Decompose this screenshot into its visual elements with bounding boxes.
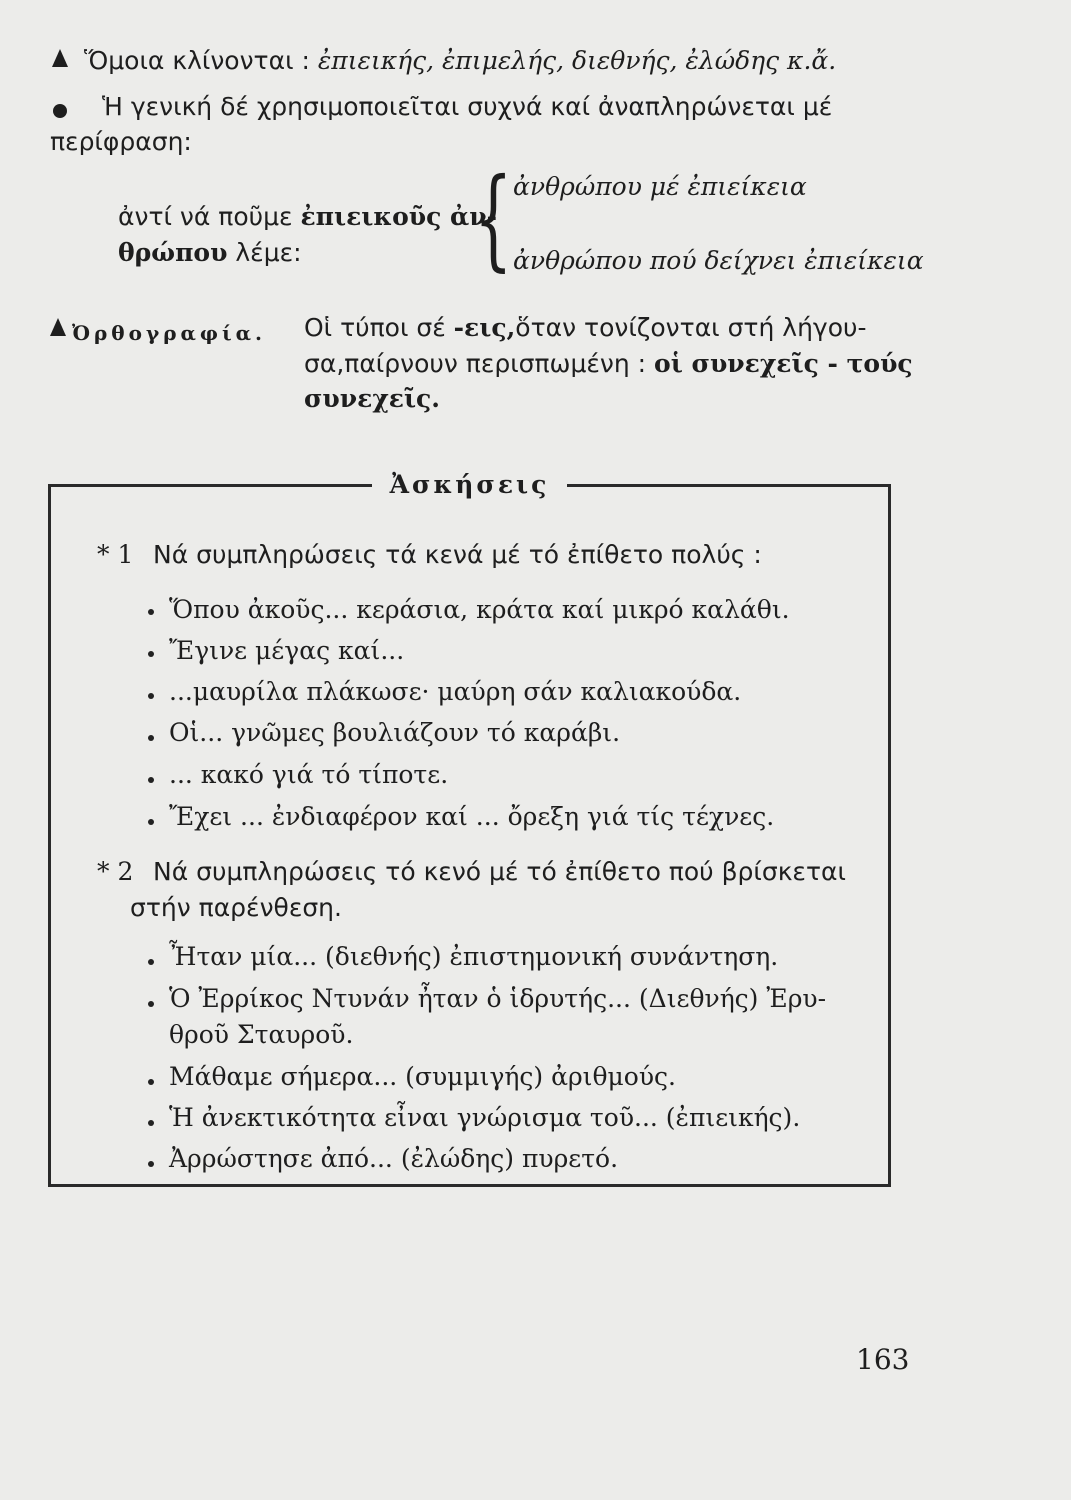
bullet-icon bbox=[148, 609, 154, 615]
orthography-text-2: σα,παίρνουν περισπωμένη : bbox=[304, 349, 655, 378]
instead-line-1 bbox=[118, 202, 497, 232]
similar-prefix: Ὅμοια κλίνονται : bbox=[84, 46, 318, 75]
bullet-icon bbox=[148, 1079, 154, 1085]
exercise-2-item: Ὁ Ἐρρίκος Ντυνάν ἦταν ὁ ἱδρυτής... (Διεθνής) Ἐρυ- bbox=[169, 984, 827, 1013]
orthography-line-1 bbox=[304, 313, 867, 343]
exercise-2-marker: * 2 bbox=[97, 857, 134, 886]
genitive-line-2: περίφραση: bbox=[50, 127, 192, 156]
exercise-2-item-continued: θροῦ Σταυροῦ. bbox=[169, 1020, 354, 1049]
orthography-ending: -εις, bbox=[453, 313, 516, 342]
exercise-1-item: Οἱ... γνῶμες βουλιάζουν τό καράβι. bbox=[169, 718, 621, 747]
bullet-dot-icon bbox=[53, 104, 67, 118]
triangle-marker-icon bbox=[52, 49, 68, 67]
triangle-marker-icon bbox=[50, 318, 66, 336]
similar-words: ἐπιεικής, ἐπιμελής, διεθνής, ἐλώδης κ.ἄ. bbox=[317, 46, 837, 75]
anthropou-bold: θρώπου bbox=[118, 238, 228, 267]
bullet-icon bbox=[148, 651, 154, 657]
exercise-1-item: Ἔγινε μέγας καί... bbox=[169, 636, 405, 665]
genitive-line-1: Ἡ γενική δέ χρησιμοποιεῖται συχνά καί ἀναπληρώνεται μέ bbox=[102, 92, 833, 121]
exercise-1-item: Ἔχει ... ἐνδιαφέρον καί ... ὄρεξη γιά τίς τέχνες. bbox=[169, 802, 775, 831]
instead-line-2 bbox=[118, 238, 302, 268]
exercise-2-item: Ἀρρώστησε ἀπό... (ἐλώδης) πυρετό. bbox=[169, 1144, 619, 1173]
periphrasis-option-2: ἀνθρώπου πού δείχνει ἐπιείκεια bbox=[513, 246, 924, 275]
exercise-1-item: ... κακό γιά τό τίποτε. bbox=[169, 760, 449, 789]
exercise-2-instruction-2: στήν παρένθεση. bbox=[130, 893, 342, 922]
page-number: 163 bbox=[856, 1343, 910, 1376]
orthography-text: Οἱ τύποι σέ bbox=[304, 313, 454, 342]
orthography-rest: ὅταν τονίζονται στή λήγου- bbox=[515, 313, 867, 342]
bullet-icon bbox=[148, 819, 154, 825]
bullet-icon bbox=[148, 959, 154, 965]
similar-declension-line bbox=[84, 46, 836, 76]
periphrasis-option-1: ἀνθρώπου μέ ἐπιείκεια bbox=[513, 172, 807, 201]
exercises-title-text: Ἀσκήσεις bbox=[372, 470, 568, 499]
orthography-example: οἱ συνεχεῖς - τούς bbox=[654, 349, 913, 378]
we-say-text: λέμε: bbox=[227, 238, 302, 267]
orthography-label: Ὀρθογραφία. bbox=[72, 321, 267, 345]
brace-icon: { bbox=[474, 154, 513, 282]
instead-text: ἀντί νά ποῦμε bbox=[118, 202, 301, 231]
exercise-1-item: Ὅπου ἀκοῦς... κεράσια, κράτα καί μικρό καλάθι. bbox=[169, 595, 790, 624]
exercise-2-item: Ἡ ἀνεκτικότητα εἶναι γνώρισμα τοῦ... (ἐπιεικής). bbox=[169, 1103, 801, 1132]
orthography-line-2 bbox=[304, 349, 913, 379]
bullet-icon bbox=[148, 693, 154, 699]
exercise-2-instruction-1: Νά συμπληρώσεις τό κενό μέ τό ἐπίθετο πού βρίσκεται bbox=[153, 857, 846, 886]
bullet-icon bbox=[148, 735, 154, 741]
exercise-2-item: Μάθαμε σήμερα... (συμμιγής) ἀριθμούς. bbox=[169, 1062, 676, 1091]
bullet-icon bbox=[148, 1001, 154, 1007]
exercise-1-item: ...μαυρίλα πλάκωσε· μαύρη σάν καλιακούδα. bbox=[169, 677, 742, 706]
exercise-2-item: Ἦταν μία... (διεθνής) ἐπιστημονική συνάντηση. bbox=[169, 942, 779, 971]
exercises-box bbox=[48, 470, 891, 1187]
orthography-line-3: συνεχεῖς. bbox=[304, 384, 440, 413]
exercise-1-instruction: Νά συμπληρώσεις τά κενά μέ τό ἐπίθετο πολύς : bbox=[153, 540, 762, 569]
exercise-1-marker: * 1 bbox=[97, 540, 134, 569]
exercises-title bbox=[51, 470, 888, 500]
bullet-icon bbox=[148, 1120, 154, 1126]
bullet-icon bbox=[148, 777, 154, 783]
instead-bold: ἐπιεικοῦς ἀν- bbox=[300, 202, 498, 231]
bullet-icon bbox=[148, 1161, 154, 1167]
